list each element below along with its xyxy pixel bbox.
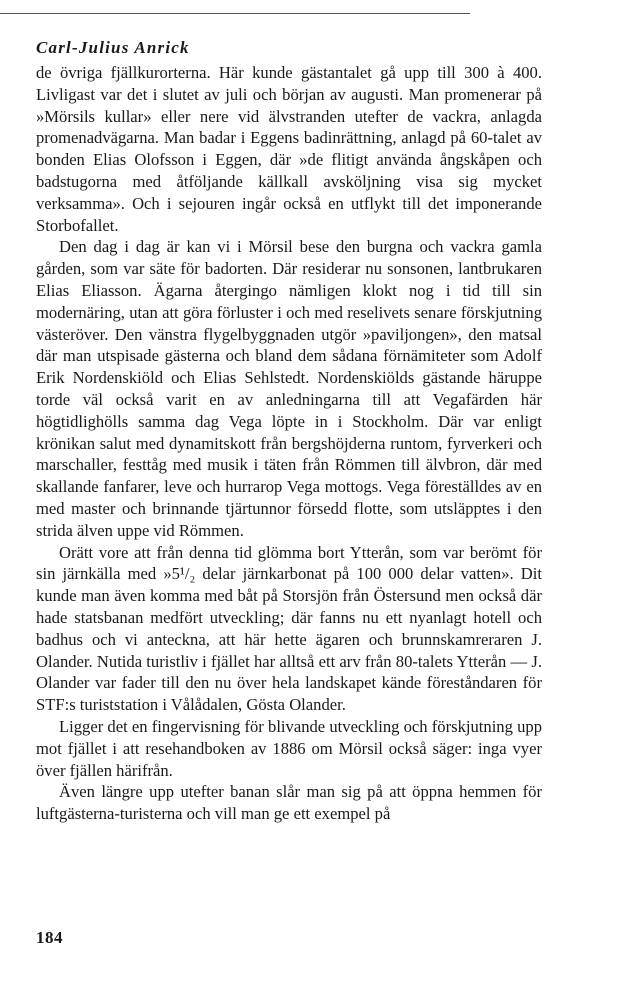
body-text (36, 62, 542, 825)
paragraph: Ligger det en fingervisning för blivande utveckling och förskjutning upp mot fjället i att resehandboken av 1886 om Mörsil också säger: inga vyer över fjällen härifrån. (36, 716, 542, 780)
paragraph: de övriga fjällkurorterna. Här kunde gästantalet gå upp till 300 à 400. Livligast var det i slutet av juli och början av augusti. Man promenerar på »Mörsils kullar» eller nere vid älvstranden utefter de vackra, anlagda promenadvägarna. Man badar i Eggens badinrättning, anlagd på 60-talet av bonden Elias Olofsson i Eggen, där »de flitigt använda ångskåpen och badstugorna med åtföljande källkall avsköljning visa sig mycket verksamma». Och i sejouren ingår också en utflykt till det imponerande Storbofallet. (36, 63, 542, 235)
paragraph: Även längre upp utefter banan slår man sig på att öppna hemmen för luftgästerna-turisterna och vill man ge ett exempel på (36, 782, 542, 824)
page-number: 184 (36, 928, 63, 947)
paragraph: Den dag i dag är kan vi i Mörsil bese den burgna och vackra gamla gården, som var säte för badorten. Där residerar nu sonsonen, lantbrukaren Elias Eliasson. Ägarna återgingo nämligen klokt nog i tid till sin modernäring, utan att göra förluster i och med reselivets senare förskjutning västeröver. Den vänstra flygelbyggnaden utgör »paviljongen», den matsal där man utspisade gästerna och bland dem sådana förnämiteter som Adolf Erik Nordenskiöld och Elias Sehlstedt. Nordenskiölds gästande häruppe torde väl också varit en av anledningarna till att Vegafärden här högtidlighölls samma dag Vega löpte in i Stockholm. Där var enligt krönikan salut med dynamitskott från bergshöjderna runtom, fyrverkeri och marschaller, festtåg med musik i täten från Römmen till älvbron, där med skallande fanfarer, leve och hurrarop Vega mottogs. Vega föreställdes av en med master och brinnande tjärtunnor försedd flotte, som utsläpptes i den strida älven uppe vid Römmen. (36, 237, 542, 540)
running-head: Carl-Julius Anrick (36, 38, 190, 57)
paragraph: Orätt vore att från denna tid glömma bort Ytterån, som var berömt för sin järnkälla med »5¹/₂ delar järnkarbonat på 100 000 delar vatten». Dit kunde man även komma med båt på Storsjön från Östersund men också där hade statsbanan medfört utveckling; där fanns nu ett nyanlagt hotell och badhus och vi anteckna, att här hette ägaren och brunnskamreraren J. Olander. Nutida turistliv i fjället har alltså ett arv från 80-talets Ytterån — J. Olander var fader till den nu över hela landskapet kände föreståndaren för STF:s turiststation i Vålådalen, Gösta Olander. (36, 542, 542, 715)
top-rule (0, 13, 470, 14)
